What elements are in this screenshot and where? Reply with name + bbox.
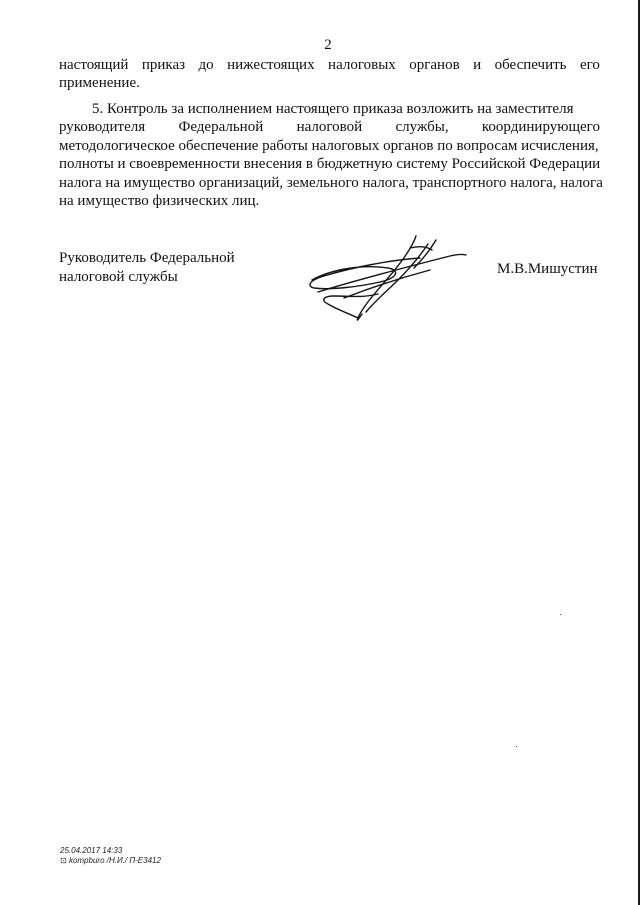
word: нижестоящих <box>227 57 315 73</box>
scan-speck <box>560 614 561 615</box>
paragraph-1-line-2: применение. <box>59 75 140 92</box>
word: до <box>198 57 214 73</box>
word: налоговых <box>328 57 396 73</box>
signatory-title <box>59 249 235 287</box>
page-number: 2 <box>324 37 332 53</box>
word: Федеральной <box>178 119 264 136</box>
scan-speck <box>516 746 517 747</box>
signatory-title-line-1: Руководитель Федеральной <box>59 250 235 266</box>
paragraph-1-line-1 <box>59 56 600 74</box>
word: службы, <box>395 119 449 136</box>
paragraph-2-line-1: 5. Контроль за исполнением настоящего приказа возложить на заместителя <box>92 101 574 117</box>
document-footer <box>60 846 161 866</box>
word: органов <box>409 57 460 73</box>
paragraph-2-line-2 <box>59 118 600 136</box>
word: настоящий <box>59 57 129 73</box>
word: руководителя <box>59 119 146 136</box>
footer-reference-text: kompburo /Н.И./ П-Е3412 <box>68 856 161 865</box>
word: обеспечить <box>494 57 567 73</box>
paragraph-2 <box>59 100 603 210</box>
paragraph-2-line-5: налога на имущество организаций, земельного налога, транспортного налога, налога <box>59 174 603 191</box>
signatory-title-line-2: налоговой службы <box>59 269 178 285</box>
footer-timestamp: 25.04.2017 14:33 <box>60 846 123 855</box>
handwritten-signature <box>300 228 470 328</box>
word: налоговой <box>296 119 363 136</box>
word: координирующего <box>481 119 600 136</box>
word: приказ <box>141 57 186 73</box>
footer-reference <box>60 856 161 866</box>
footer-marker-icon: ⊡ <box>60 856 69 865</box>
signatory-name: М.В.Мишустин <box>497 261 598 277</box>
paragraph-2-line-4: полноты и своевременности внесения в бюджетную систему Российской Федерации <box>59 156 601 173</box>
paragraph-1 <box>59 56 600 93</box>
word: его <box>579 57 600 73</box>
paragraph-2-line-6: на имущество физических лиц. <box>59 193 260 210</box>
paragraph-2-line-3: методологическое обеспечение работы налоговых органов по вопросам исчисления, <box>59 137 599 154</box>
word: и <box>473 57 482 73</box>
